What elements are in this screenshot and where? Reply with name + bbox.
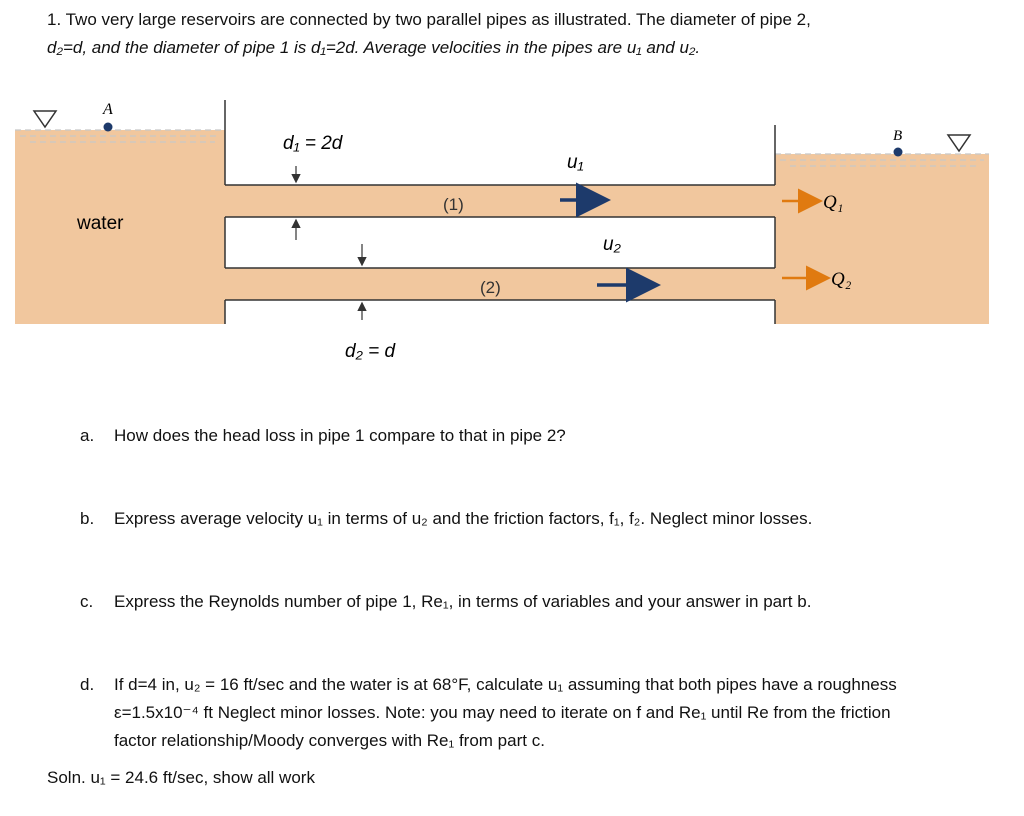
right-level-triangle-icon: [948, 135, 970, 151]
question-b-letter: b.: [80, 509, 95, 528]
label-u1: u₁: [567, 152, 584, 173]
problem-number: 1.: [47, 10, 62, 29]
label-q2: Q₂: [831, 269, 852, 290]
label-pipe-1: (1): [443, 195, 464, 214]
label-u2: u₂: [603, 234, 621, 255]
label-pipe-2: (2): [480, 278, 501, 297]
question-b-text: Express average velocity u₁ in terms of u₂ and the friction factors, f₁, f₂. Neglect minor losses.: [114, 509, 813, 528]
problem-text-1: Two very large reservoirs are connected by two parallel pipes as illustrated. The diameter of pipe 2,: [65, 10, 811, 29]
point-a-marker: [104, 123, 113, 132]
problem-line-2: d₂=d, and the diameter of pipe 1 is d₁=2d. Average velocities in the pipes are u₁ and u₂.: [47, 38, 701, 57]
solution-line: Soln. u₁ = 24.6 ft/sec, show all work: [47, 768, 315, 787]
label-a: A: [103, 101, 113, 118]
right-reservoir-water: [775, 154, 989, 324]
left-level-triangle-icon: [34, 111, 56, 127]
question-d-text: If d=4 in, u₂ = 16 ft/sec and the water is at 68°F, calculate u₁ assuming that both pipes have a roughness ε=1.5x10⁻⁴ ft Neglect minor losses. Note: you may need to iterate on f and Re₁ until Re from the friction factor relationship/Moody converges with Re₁ from part c.: [114, 675, 897, 750]
label-d1: d₁ = 2d: [283, 133, 343, 154]
question-c-text: Express the Reynolds number of pipe 1, Re₁, in terms of variables and your answer in part b.: [114, 592, 812, 611]
question-a-letter: a.: [80, 426, 95, 445]
problem-statement: [47, 6, 1007, 62]
problem-line-1: [47, 6, 1007, 34]
question-c-letter: c.: [80, 592, 94, 611]
label-q1: Q₁: [823, 192, 844, 213]
reservoir-pipe-figure: [0, 92, 1024, 372]
label-water: water: [77, 213, 124, 234]
question-a-text: How does the head loss in pipe 1 compare to that in pipe 2?: [114, 426, 566, 445]
pipe-1-water: [225, 185, 775, 217]
label-b: B: [893, 128, 903, 144]
point-b-marker: [894, 148, 903, 157]
label-d2: d₂ = d: [345, 341, 396, 362]
question-d-letter: d.: [80, 675, 95, 694]
